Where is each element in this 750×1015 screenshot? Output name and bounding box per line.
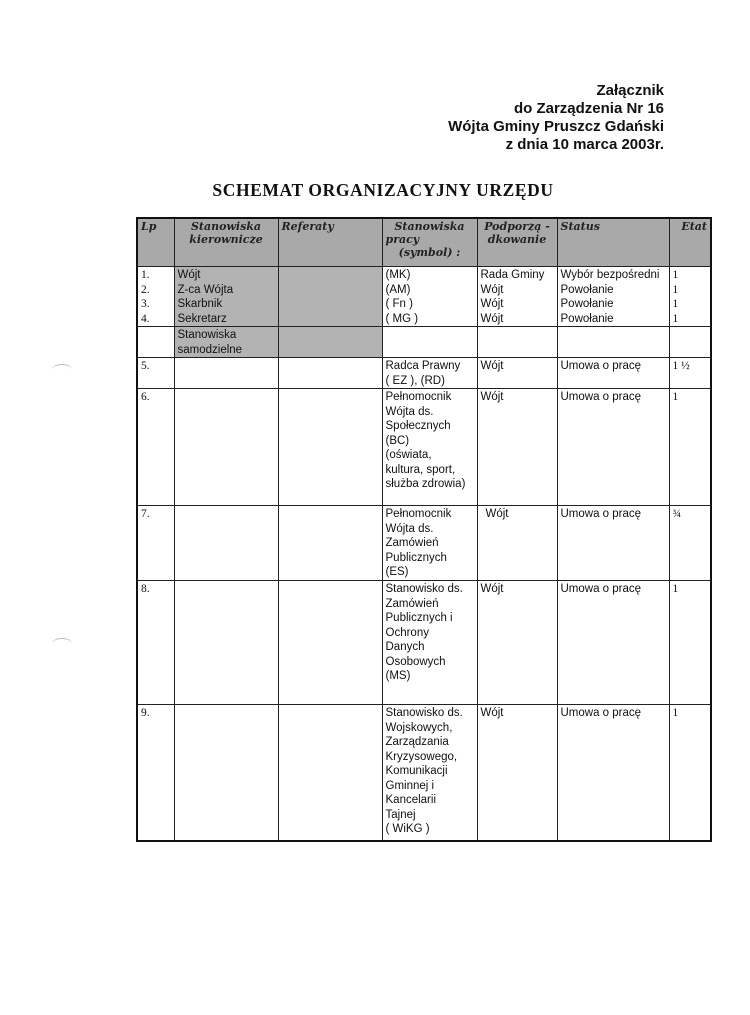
- status-value: Wybór bezpośredni: [560, 269, 660, 281]
- cell-lp: 5.: [137, 358, 174, 389]
- position-line: Pełnomocnik: [385, 391, 452, 403]
- subordination-value: Wójt: [480, 283, 504, 296]
- cell-stanowisko: [382, 358, 477, 389]
- header-podp-line-1: Podporzą -: [484, 220, 550, 233]
- table-row: [137, 581, 711, 705]
- subordination-value: Wójt: [480, 312, 504, 325]
- position-line: Radca Prawny: [385, 360, 461, 372]
- cell-lp: 6.: [137, 389, 174, 506]
- cell-empty: [557, 327, 669, 358]
- position-line: Kancelarii: [385, 794, 436, 806]
- header-podp-line-2: dkowanie: [487, 233, 547, 246]
- table-header-row: [137, 218, 711, 267]
- header-line-4: z dnia 10 marca 2003r.: [505, 136, 664, 153]
- cell-podporzadkowanie: Wójt: [477, 581, 557, 705]
- position-line: (ES): [385, 566, 409, 578]
- etat-value: 1: [672, 269, 679, 281]
- position-line: kultura, sport,: [385, 463, 456, 476]
- header-kier-line-2: kierownicze: [189, 233, 263, 246]
- position-name: Sekretarz: [177, 312, 227, 325]
- header-kier-line-1: Stanowiska: [190, 220, 262, 233]
- table-row: [137, 358, 711, 389]
- cell-empty: [174, 581, 278, 705]
- status-value: Powołanie: [560, 298, 614, 310]
- etat-value: 1: [672, 312, 679, 325]
- cell-stanowisko: [382, 389, 477, 506]
- symbol-value: (AM): [385, 283, 411, 296]
- lp-value: 1.: [141, 269, 150, 281]
- cell-empty: [669, 327, 711, 358]
- cell-etat: ¾: [669, 506, 711, 581]
- position-line: Publicznych i: [385, 612, 453, 624]
- cell-etat: 1 ½: [669, 358, 711, 389]
- lp-value: 3.: [141, 298, 150, 310]
- cell-referaty-empty: [278, 327, 382, 358]
- position-line: Gminnej i: [385, 779, 435, 792]
- cell-kierownicze: [174, 267, 278, 327]
- cell-status: Umowa o pracę: [557, 506, 669, 581]
- cell-podporzadkowanie: Wójt: [477, 389, 557, 506]
- position-line: Wojskowych,: [385, 721, 453, 734]
- table-row: [137, 389, 711, 506]
- position-line: ( EZ ), (RD): [385, 374, 445, 387]
- cell-empty: [174, 389, 278, 506]
- cell-empty: [278, 581, 382, 705]
- position-name: Skarbnik: [177, 298, 223, 310]
- header-line-1: Załącznik: [596, 82, 664, 99]
- position-line: Tajnej: [385, 808, 416, 821]
- position-line: Stanowisko ds.: [385, 583, 463, 595]
- header-line-2: do Zarządzenia Nr 16: [513, 100, 664, 117]
- position-line: Zamówień: [385, 597, 439, 610]
- lp-value: 4.: [141, 312, 150, 325]
- cell-status: [557, 267, 669, 327]
- header-etat: Etat: [669, 218, 711, 267]
- position-line: ( WiKG ): [385, 823, 430, 835]
- cell-empty: [174, 506, 278, 581]
- org-chart-table: [136, 217, 712, 842]
- cell-lp: 8.: [137, 581, 174, 705]
- cell-samodzielne: [174, 327, 278, 358]
- header-prac-line-2: pracy: [385, 233, 420, 246]
- section-label: Stanowiska: [177, 329, 237, 341]
- cell-podporzadkowanie: [477, 267, 557, 327]
- etat-value: 1: [672, 298, 679, 310]
- header-prac-line-3: (symbol) :: [398, 246, 461, 259]
- cell-lp-empty: [137, 327, 174, 358]
- position-line: Danych: [385, 641, 425, 653]
- header-referaty: Referaty: [278, 218, 382, 267]
- subordination-value: Wójt: [480, 298, 504, 310]
- cell-etat: [669, 267, 711, 327]
- position-line: Kryzysowego,: [385, 750, 458, 763]
- header-status: Status: [557, 218, 669, 267]
- cell-podporzadkowanie: Wójt: [477, 358, 557, 389]
- section-label: samodzielne: [177, 343, 243, 356]
- header-line-3: Wójta Gminy Pruszcz Gdański: [448, 118, 664, 135]
- position-line: Zarządzania: [385, 736, 449, 748]
- cell-stanowisko: [382, 506, 477, 581]
- symbol-value: (MK): [385, 269, 411, 281]
- cell-symbols: [382, 267, 477, 327]
- position-line: (BC): [385, 434, 410, 447]
- table-row: [137, 705, 711, 841]
- position-line: Ochrony: [385, 626, 429, 639]
- status-value: Powołanie: [560, 283, 614, 296]
- cell-podporzadkowanie: Wójt: [477, 506, 557, 581]
- position-line: Osobowych: [385, 655, 446, 668]
- position-line: (oświata,: [385, 449, 432, 461]
- header-lp: Lp: [137, 218, 174, 267]
- subordination-value: Rada Gminy: [480, 269, 545, 281]
- position-name: Wójt: [177, 269, 201, 281]
- header-prac-line-1: Stanowiska: [394, 220, 465, 233]
- position-line: Zamówień: [385, 537, 439, 549]
- cell-empty: [174, 358, 278, 389]
- position-line: Publicznych: [385, 551, 447, 564]
- header-stanowiska-kierownicze: [174, 218, 278, 267]
- cell-lp-management: [137, 267, 174, 327]
- position-line: służba zdrowia): [385, 478, 466, 490]
- margin-mark-bottom: [52, 638, 72, 649]
- cell-lp: 7.: [137, 506, 174, 581]
- cell-empty: [278, 389, 382, 506]
- attachment-header: [448, 82, 664, 154]
- header-podporzadkowanie: [477, 218, 557, 267]
- etat-value: 1: [672, 283, 679, 296]
- cell-empty: [278, 506, 382, 581]
- cell-status: Umowa o pracę: [557, 358, 669, 389]
- cell-empty: [382, 327, 477, 358]
- table-row-samodzielne: [137, 327, 711, 358]
- cell-empty: [278, 358, 382, 389]
- cell-lp: 9.: [137, 705, 174, 841]
- header-stanowiska-pracy: [382, 218, 477, 267]
- cell-empty: [174, 705, 278, 841]
- cell-stanowisko: [382, 705, 477, 841]
- position-line: Pełnomocnik: [385, 508, 452, 520]
- lp-value: 2.: [141, 283, 150, 296]
- margin-mark-top: [52, 364, 72, 375]
- symbol-value: ( Fn ): [385, 298, 413, 310]
- table-row: [137, 506, 711, 581]
- position-line: (MS): [385, 670, 411, 682]
- cell-etat: 1: [669, 389, 711, 506]
- position-name: Z-ca Wójta: [177, 283, 234, 296]
- cell-empty: [477, 327, 557, 358]
- cell-podporzadkowanie: Wójt: [477, 705, 557, 841]
- cell-status: Umowa o pracę: [557, 581, 669, 705]
- cell-empty: [278, 705, 382, 841]
- document-title: SCHEMAT ORGANIZACYJNY URZĘDU: [212, 180, 554, 200]
- position-line: Komunikacji: [385, 765, 448, 777]
- status-value: Powołanie: [560, 312, 614, 325]
- cell-etat: 1: [669, 705, 711, 841]
- table-row-management: [137, 267, 711, 327]
- cell-referaty-empty: [278, 267, 382, 327]
- position-line: Wójta ds.: [385, 405, 434, 418]
- cell-status: Umowa o pracę: [557, 705, 669, 841]
- symbol-value: ( MG ): [385, 312, 419, 325]
- position-line: Wójta ds.: [385, 522, 434, 535]
- cell-etat: 1: [669, 581, 711, 705]
- position-line: Społecznych: [385, 420, 451, 432]
- cell-status: Umowa o pracę: [557, 389, 669, 506]
- cell-stanowisko: [382, 581, 477, 705]
- position-line: Stanowisko ds.: [385, 707, 463, 719]
